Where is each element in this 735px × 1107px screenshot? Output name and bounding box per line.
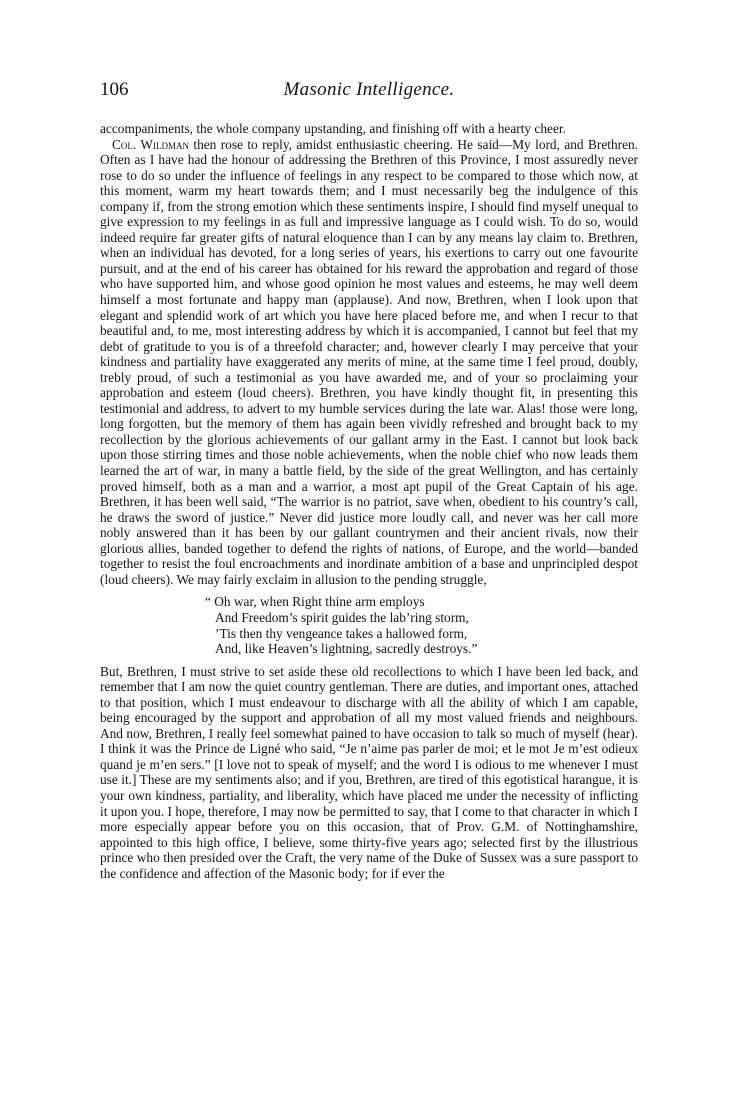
paragraph-opening: accompaniments, the whole company upstanding, and finishing off with a hearty cheer. bbox=[100, 121, 566, 136]
verse-quotation bbox=[100, 594, 638, 656]
running-title: Masonic Intelligence. bbox=[283, 79, 455, 100]
page-header bbox=[100, 79, 638, 103]
verse-line: And, like Heaven’s lightning, sacredly destroys.” bbox=[215, 641, 478, 657]
speech-text: then rose to reply, amidst enthusiastic cheering. He said—My lord, and Brethren. Often as I have had the honour of addressing the Brethren of this Province, I most assuredly never rose to do so under the influence of feelings in any respect to be compared to those which now, at this moment, warm my heart towards them; and I must necessarily beg the indulgence of this company if, from the strong emotion which these sentiments inspire, I should find myself unequal to give expression to my feelings in as full and impressive language as I could wish. To do so, would indeed require far greater gifts of natural eloquence than I can by any means lay claim to. Brethren, when an individual has devoted, for a long series of years, his exertions to carry out one favourite pursuit, and at the end of his career has obtained for his reward the approbation and regard of those who have supported him, and whose good opinion he most values and esteems, he may well deem himself a most fortunate and happy man (applause). And now, Brethren, when I look upon that elegant and splendid work of art which you have here placed before me, and when I recur to that beautiful and, to me, most interesting address by which it is accompanied, I cannot but feel that my debt of gratitude to you is of a threefold character; and, however clearly I may perceive that your kindness and partiality have exaggerated any merits of mine, at the same time I feel proud, doubly, trebly proud, of such a testimonial as you have awarded me, and of your so proclaiming your approbation and esteem (loud cheers). Brethren, you have kindly thought fit, in presenting this testimonial and address, to advert to my humble services during the late war. Alas! those were long, long forgotten, but the memory of them has again been vividly refreshed and brought back to my recollection by the glorious achievements of our gallant army in the East. I cannot but look back upon those stirring times and those noble achievements, when the noble chief who now leads them learned the art of war, in many a battle field, by the side of the great Wellington, and has certainly proved himself, both as a man and a warrior, a most apt pupil of the Great Captain of his age. Brethren, it has been well said, “The warrior is no patriot, save when, obedient to his country’s call, he draws the sword of justice.” Never did justice more loudly call, and never was her call more nobly answered than it has been by our gallant countrymen and their ancient rivals, now their glorious allies, banded together to defend the rights of nations, of Europe, and the world—banded together to resist the foul encroachments and inordinate ambition of a base and unprincipled despot (loud cheers). We may fairly exclaim in allusion to the pending struggle, bbox=[100, 136, 639, 587]
page-number: 106 bbox=[100, 79, 129, 100]
verse-line: And Freedom’s spirit guides the lab’ring storm, bbox=[215, 609, 469, 625]
speaker-name: Col. Wildman bbox=[112, 136, 189, 152]
verse-line: ’Tis then thy vengeance takes a hallowed form, bbox=[215, 625, 468, 641]
paragraph-closing: But, Brethren, I must strive to set aside these old recollections to which I have been led back, and remember that I am now the quiet country gentleman. There are duties, and important ones, attached to that position, which I must endeavour to discharge with all the ability of which I am capable, being encouraged by the support and approbation of all my most valued friends and neighbours. And now, Brethren, I really feel somewhat pained to have occasion to talk so much of myself (hear). I think it was the Prince de Ligné who said, “Je n’aime pas parler de moi; et le mot Je m’est odieux quand je m’en sers.” [I love not to speak of myself; and the word I is odious to me whenever I must use it.] These are my sentiments also; and if you, Brethren, are tired of this egotistical harangue, it is your own kindness, partiality, and liberality, which have placed me under the necessity of inflicting it upon you. I hope, therefore, I may now be permitted to say, that I come to that character in which I more especially appear before you on this occasion, that of Prov. G.M. of Nottinghamshire, appointed to this high office, I believe, some thirty-five years ago; selected first by the illustrious prince who then presided over the Craft, the very name of the Duke of Sussex was a sure passport to the confidence and affection of the Masonic body; for if ever the bbox=[100, 663, 638, 881]
paragraph-speech bbox=[100, 137, 638, 588]
verse-line: “ Oh war, when Right thine arm employs bbox=[205, 594, 425, 610]
article-body bbox=[100, 121, 638, 881]
